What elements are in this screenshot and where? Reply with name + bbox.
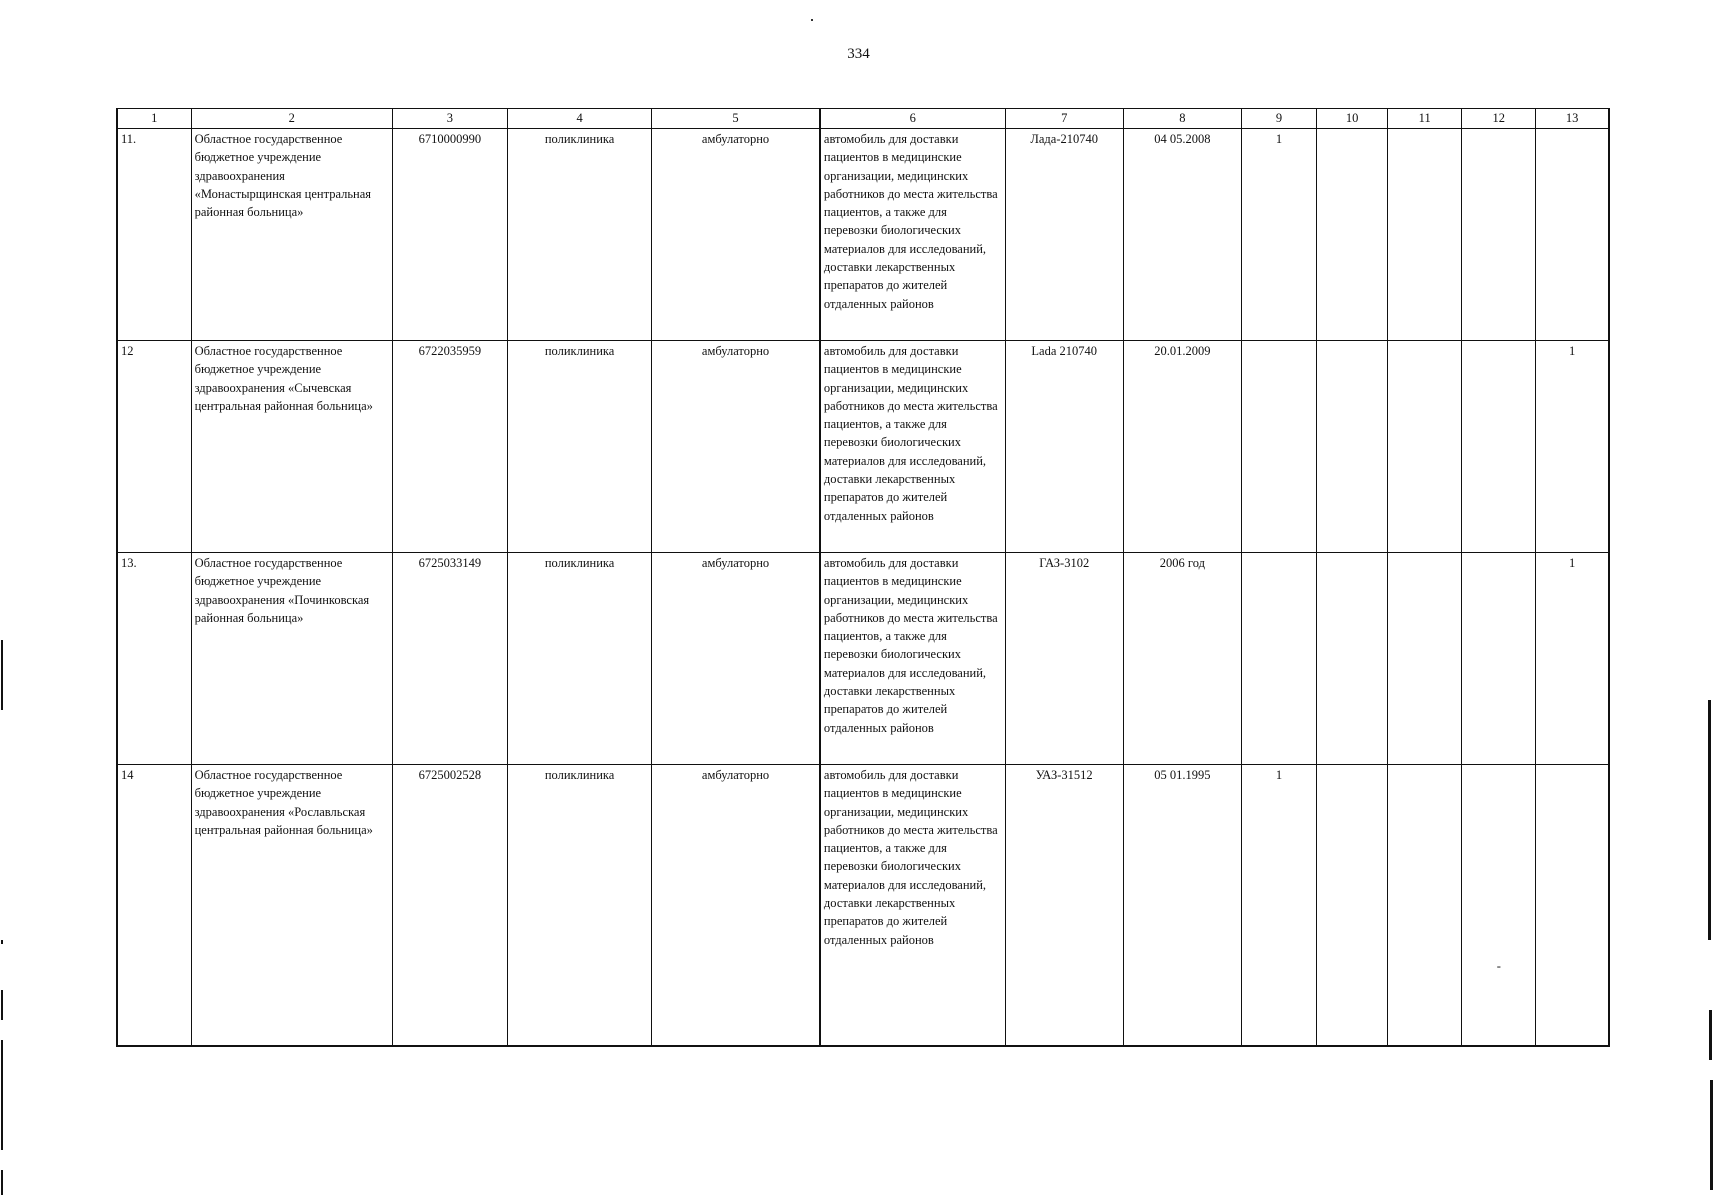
- col-9-value: [1241, 553, 1316, 765]
- facility-type: поликлиника: [508, 765, 652, 1047]
- column-header: 10: [1317, 109, 1388, 129]
- organization-name: Областное государственное бюджетное учреждение здравоохранения «Сычевская центральная районная больница»: [191, 341, 392, 553]
- vehicle-purpose: автомобиль для доставки пациентов в медицинские организации, медицинских работников до места жительства пациентов, а также для перевозки биологических материалов для исследований, доставки лекарственных препаратов до жителей отдаленных районов: [820, 765, 1005, 1047]
- vehicle-table: [116, 108, 1610, 1047]
- vehicle-purpose: автомобиль для доставки пациентов в медицинские организации, медицинских работников до места жительства пациентов, а также для перевозки биологических материалов для исследований, доставки лекарственных препаратов до жителей отдаленных районов: [820, 129, 1005, 341]
- table-row: [117, 765, 1609, 1047]
- col-13-value: [1536, 129, 1609, 341]
- col-9-value: 1: [1241, 765, 1316, 1047]
- table-row: [117, 553, 1609, 765]
- column-header: 11: [1388, 109, 1462, 129]
- column-header: 9: [1241, 109, 1316, 129]
- table-row: [117, 341, 1609, 553]
- column-header: 4: [508, 109, 652, 129]
- col-9-value: [1241, 341, 1316, 553]
- care-mode: амбулаторно: [652, 553, 820, 765]
- organization-name: Областное государственное бюджетное учреждение здравоохранения «Монастырщинская центральная районная больница»: [191, 129, 392, 341]
- vehicle-model: УАЗ-31512: [1005, 765, 1123, 1047]
- col-12-value: [1462, 341, 1536, 553]
- col-10-value: [1317, 765, 1388, 1047]
- facility-type: поликлиника: [508, 129, 652, 341]
- vehicle-purpose: автомобиль для доставки пациентов в медицинские организации, медицинских работников до места жительства пациентов, а также для перевозки биологических материалов для исследований, доставки лекарственных препаратов до жителей отдаленных районов: [820, 553, 1005, 765]
- column-header: 3: [392, 109, 507, 129]
- col-11-value: [1388, 765, 1462, 1047]
- inn-code: 6725002528: [392, 765, 507, 1047]
- col-11-value: [1388, 341, 1462, 553]
- scan-edge-mark: [1, 1170, 3, 1195]
- scan-edge-mark: [1, 940, 3, 944]
- col-9-value: 1: [1241, 129, 1316, 341]
- col-13-value: 1: [1536, 553, 1609, 765]
- scan-edge-mark: [1709, 1010, 1712, 1060]
- vehicle-date: 05 01.1995: [1123, 765, 1241, 1047]
- scan-edge-mark: [1710, 1080, 1713, 1190]
- column-header: 2: [191, 109, 392, 129]
- facility-type: поликлиника: [508, 341, 652, 553]
- column-header: 8: [1123, 109, 1241, 129]
- vehicle-date: 20.01.2009: [1123, 341, 1241, 553]
- inn-code: 6710000990: [392, 129, 507, 341]
- vehicle-purpose: автомобиль для доставки пациентов в медицинские организации, медицинских работников до места жительства пациентов, а также для перевозки биологических материалов для исследований, доставки лекарственных препаратов до жителей отдаленных районов: [820, 341, 1005, 553]
- scan-edge-mark: [1, 1040, 3, 1150]
- inn-code: 6722035959: [392, 341, 507, 553]
- care-mode: амбулаторно: [652, 765, 820, 1047]
- col-13-value: [1536, 765, 1609, 1047]
- col-11-value: [1388, 129, 1462, 341]
- organization-name: Областное государственное бюджетное учреждение здравоохранения «Починковская районная больница»: [191, 553, 392, 765]
- col-11-value: [1388, 553, 1462, 765]
- scan-edge-mark: [1, 640, 3, 710]
- vehicle-model: Лада-210740: [1005, 129, 1123, 341]
- scan-edge-mark: [1708, 700, 1711, 940]
- col-13-value: 1: [1536, 341, 1609, 553]
- row-number: 11.: [117, 129, 191, 341]
- column-header: 6: [820, 109, 1005, 129]
- scan-dot: [811, 19, 813, 21]
- facility-type: поликлиника: [508, 553, 652, 765]
- page-number: 334: [847, 46, 870, 62]
- organization-name: Областное государственное бюджетное учреждение здравоохранения «Рославльская центральная районная больница»: [191, 765, 392, 1047]
- column-header: 12: [1462, 109, 1536, 129]
- column-number-row: [117, 109, 1609, 129]
- scan-edge-mark: [1, 990, 3, 1020]
- col-10-value: [1317, 341, 1388, 553]
- inn-code: 6725033149: [392, 553, 507, 765]
- table-row: [117, 129, 1609, 341]
- column-header: 7: [1005, 109, 1123, 129]
- col-10-value: [1317, 553, 1388, 765]
- care-mode: амбулаторно: [652, 129, 820, 341]
- col-12-value: -: [1462, 765, 1536, 1047]
- column-header: 5: [652, 109, 820, 129]
- column-header: 1: [117, 109, 191, 129]
- vehicle-model: ГАЗ-3102: [1005, 553, 1123, 765]
- vehicle-date: 04 05.2008: [1123, 129, 1241, 341]
- row-number: 13.: [117, 553, 191, 765]
- col-12-value: [1462, 129, 1536, 341]
- care-mode: амбулаторно: [652, 341, 820, 553]
- vehicle-date: 2006 год: [1123, 553, 1241, 765]
- vehicle-model: Lada 210740: [1005, 341, 1123, 553]
- column-header: 13: [1536, 109, 1609, 129]
- col-10-value: [1317, 129, 1388, 341]
- row-number: 14: [117, 765, 191, 1047]
- col-12-value: [1462, 553, 1536, 765]
- row-number: 12: [117, 341, 191, 553]
